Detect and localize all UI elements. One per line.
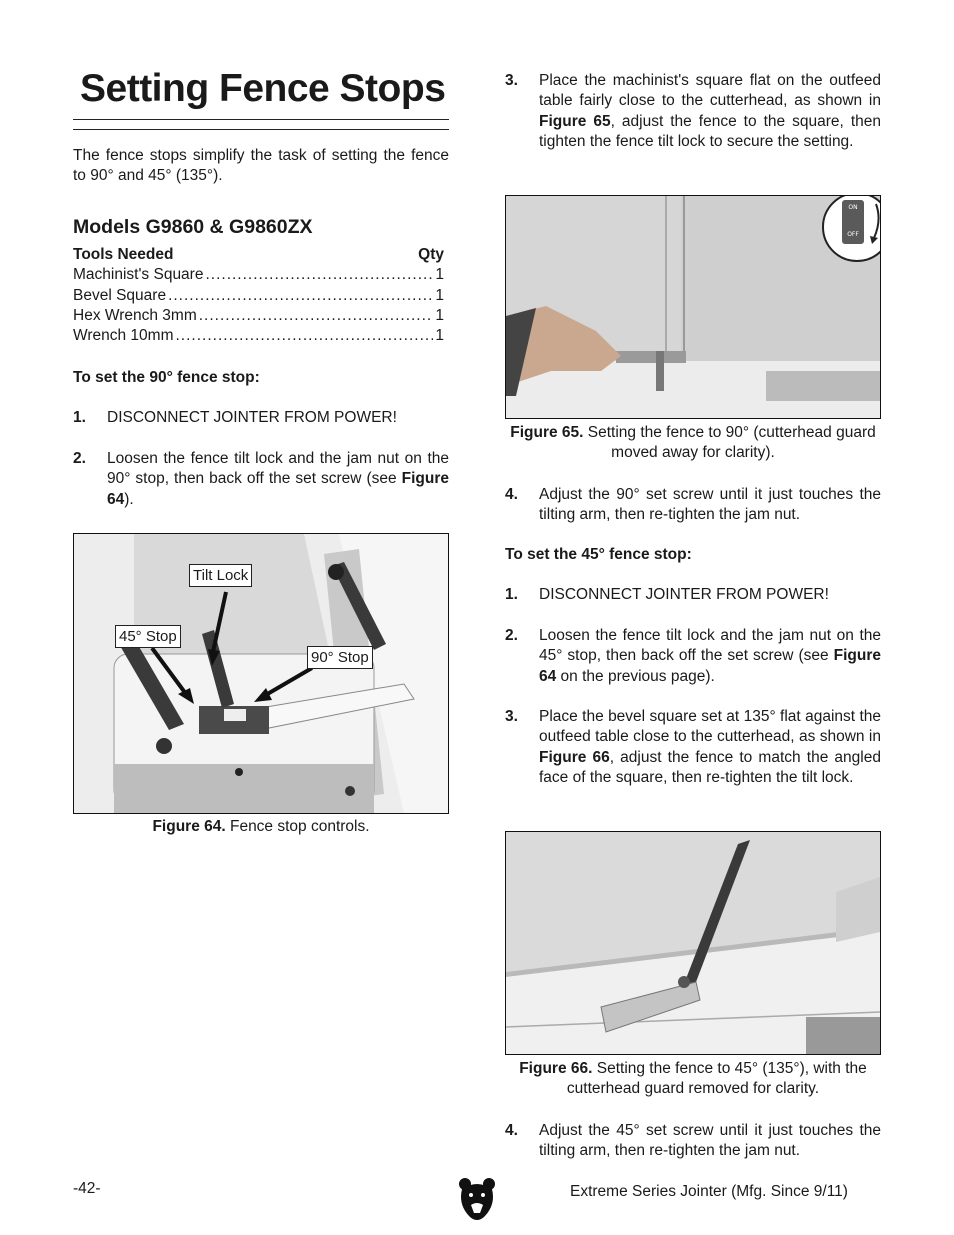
intro-paragraph: The fence stops simplify the task of setting the fence to 90° and 45° (135°). — [73, 147, 449, 185]
tools-header-label: Tools Needed — [73, 246, 174, 263]
tools-needed-list — [73, 245, 444, 346]
callout-90-stop: 90° Stop — [307, 646, 373, 669]
step-text — [107, 449, 449, 510]
page-number: -42- — [73, 1180, 101, 1197]
title-rule-top — [73, 119, 449, 120]
footer-manual-title: Extreme Series Jointer (Mfg. Since 9/11) — [570, 1183, 848, 1200]
switch-off-label: OFF — [847, 231, 859, 238]
step-number: 1. — [505, 586, 518, 603]
title-rule-bottom — [73, 129, 449, 130]
step-text-part: Loosen the fence tilt lock and the jam nut on the 90° stop, then back off the set screw (see — [107, 450, 449, 488]
figure-66-caption — [505, 1059, 881, 1100]
step-number: 3. — [505, 72, 518, 89]
step-text: DISCONNECT JOINTER FROM POWER! — [539, 586, 829, 603]
list-item — [73, 306, 444, 326]
switch-on-label: ON — [848, 204, 858, 211]
callout-45-stop: 45° Stop — [115, 625, 181, 648]
figure-reference: Figure 65 — [539, 112, 611, 130]
leader-dots — [205, 265, 433, 285]
list-item — [73, 326, 444, 346]
step-text-part: ). — [124, 490, 134, 508]
list-item — [73, 286, 444, 306]
tools-header-qty: Qty — [418, 246, 444, 263]
section-45-heading: To set the 45° fence stop: — [505, 546, 692, 563]
step-text — [539, 71, 881, 152]
tool-qty: 1 — [435, 266, 444, 284]
list-item — [73, 265, 444, 285]
tool-name: Wrench 10mm — [73, 327, 174, 345]
step-text-part: Place the machinist's square flat on the outfeed table fairly close to the cutterhead, as shown in — [539, 72, 881, 110]
bevel-square-illustration — [506, 832, 880, 1054]
tool-name: Hex Wrench 3mm — [73, 306, 197, 324]
step-number: 3. — [505, 708, 518, 725]
step-text-part: , adjust the fence to match the angled face of the square, then re-tighten the tilt lock. — [539, 748, 881, 786]
callout-tilt-lock: Tilt Lock — [189, 564, 252, 587]
leader-dots — [199, 306, 434, 326]
step-text: DISCONNECT JOINTER FROM POWER! — [107, 409, 397, 426]
tool-qty: 1 — [435, 306, 444, 324]
step-text: Adjust the 90° set screw until it just touches the tilting arm, then re-tighten the jam nut. — [539, 486, 881, 524]
step-90-3 — [505, 71, 881, 152]
step-number: 2. — [505, 627, 518, 644]
step-number: 2. — [73, 450, 86, 467]
tool-qty: 1 — [435, 286, 444, 304]
caption-label: Figure 66. — [519, 1060, 593, 1077]
step-45-2 — [505, 626, 881, 687]
step-text-part: Place the bevel square set at 135° flat against the outfeed table close to the cutterhead, as shown in — [539, 708, 881, 746]
figure-65-caption — [505, 423, 881, 464]
step-number: 4. — [505, 1122, 518, 1139]
tools-header — [73, 245, 444, 265]
step-text-part: , adjust the fence to the square, then tighten the fence tilt lock to secure the setting. — [539, 112, 881, 150]
power-switch-off-icon — [820, 195, 881, 264]
step-text: Adjust the 45° set screw until it just touches the tilting arm, then re-tighten the jam nut. — [539, 1122, 881, 1160]
figure-66-photo — [505, 831, 881, 1055]
caption-text: Setting the fence to 45° (135°), with the cutterhead guard removed for clarity. — [566, 1060, 867, 1098]
step-text — [539, 707, 881, 788]
figure-reference: Figure 64 — [539, 647, 881, 685]
bear-logo-icon — [458, 1177, 496, 1221]
figure-64-photo — [73, 533, 449, 814]
step-45-3 — [505, 707, 881, 788]
leader-dots — [176, 326, 434, 346]
figure-reference: Figure 66 — [539, 748, 610, 766]
tool-name: Machinist's Square — [73, 266, 204, 284]
step-text-part: on the previous page). — [556, 667, 715, 685]
caption-text: Setting the fence to 90° (cutterhead guard moved away for clarity). — [583, 424, 876, 462]
fence-stop-illustration — [74, 534, 448, 813]
step-number: 1. — [73, 409, 86, 426]
step-45-4 — [505, 1121, 881, 1162]
figure-64-caption — [73, 817, 449, 837]
tool-qty: 1 — [435, 327, 444, 345]
tool-name: Bevel Square — [73, 286, 167, 304]
models-heading: Models G9860 & G9860ZX — [73, 216, 313, 238]
figure-65-photo — [505, 195, 881, 419]
caption-label: Figure 65. — [510, 424, 584, 441]
step-number: 4. — [505, 486, 518, 503]
step-90-2 — [73, 449, 449, 510]
step-90-4 — [505, 485, 881, 526]
step-text-part: Loosen the fence tilt lock and the jam nut on the 45° stop, then back off the set screw (see — [539, 627, 881, 665]
step-45-1 — [505, 585, 881, 605]
section-90-heading: To set the 90° fence stop: — [73, 369, 260, 386]
page-title: Setting Fence Stops — [80, 67, 446, 110]
figure-reference: Figure 64 — [107, 470, 449, 508]
step-90-1 — [73, 408, 449, 428]
step-text — [539, 626, 881, 687]
caption-label: Figure 64. — [152, 818, 226, 835]
leader-dots — [168, 286, 433, 306]
caption-text: Fence stop controls. — [225, 818, 370, 835]
